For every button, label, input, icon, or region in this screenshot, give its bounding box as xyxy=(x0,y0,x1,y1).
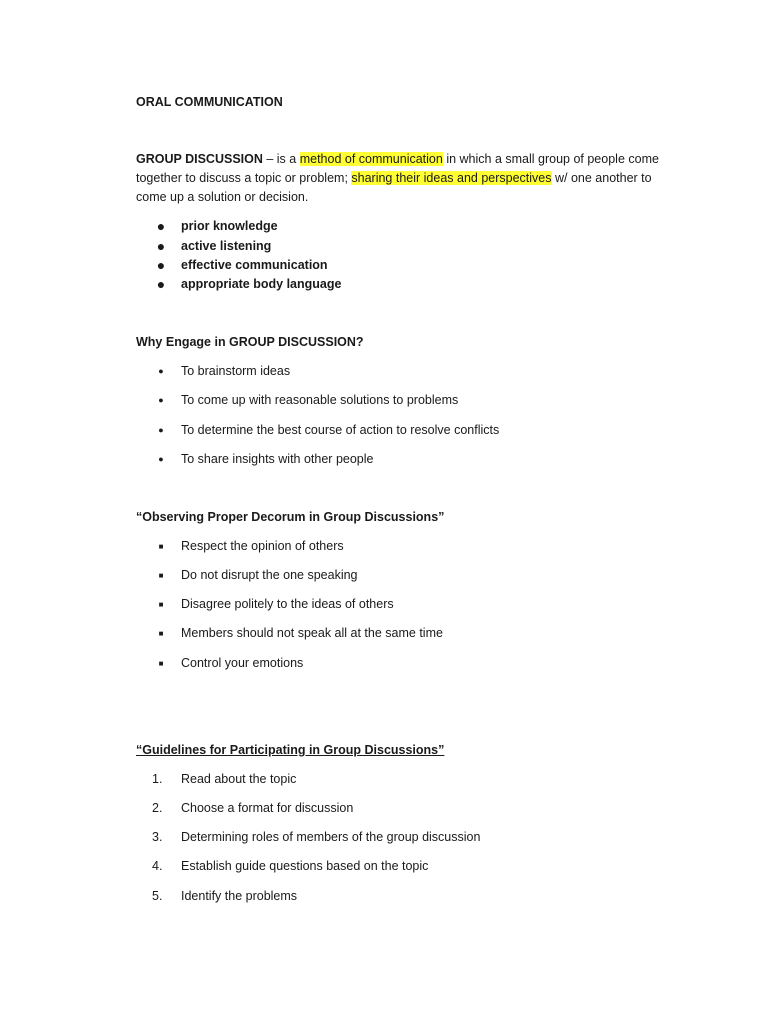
decorum-item: Control your emotions xyxy=(181,656,304,670)
bullet-dot-icon: ● xyxy=(158,366,164,376)
list-number: 5. xyxy=(152,889,163,903)
why-item: To share insights with other people xyxy=(181,452,374,466)
guideline-item: Establish guide questions based on the topic xyxy=(181,859,429,873)
definition-line-1 xyxy=(136,151,659,168)
why-heading: Why Engage in GROUP DISCUSSION? xyxy=(136,335,364,349)
decorum-item: Members should not speak all at the same time xyxy=(181,626,443,640)
highlight-sharing-ideas: sharing their ideas and perspectives xyxy=(351,171,552,185)
document-title: ORAL COMMUNICATION xyxy=(136,95,283,109)
definition-after-highlight: in which a small group of people come xyxy=(442,152,659,166)
bullet-square-icon: ■ xyxy=(158,659,164,668)
skill-item: prior knowledge xyxy=(181,219,278,233)
why-item: To determine the best course of action to resolve conflicts xyxy=(181,423,500,437)
definition-term: GROUP DISCUSSION xyxy=(136,152,263,166)
decorum-heading: “Observing Proper Decorum in Group Discussions” xyxy=(136,510,445,524)
list-number: 2. xyxy=(152,801,163,815)
skill-item: active listening xyxy=(181,239,272,253)
guideline-item: Choose a format for discussion xyxy=(181,801,354,815)
guidelines-heading: “Guidelines for Participating in Group Discussions” xyxy=(136,743,445,757)
definition-line-3: come up a solution or decision. xyxy=(136,190,309,204)
bullet-square-icon: ■ xyxy=(158,600,164,609)
bullet-dot-icon: ● xyxy=(158,395,164,405)
skill-item: appropriate body language xyxy=(181,277,342,291)
list-number: 4. xyxy=(152,859,163,873)
guideline-item: Read about the topic xyxy=(181,772,297,786)
list-number: 3. xyxy=(152,830,163,844)
definition-dash: – is a xyxy=(262,152,300,166)
decorum-item: Disagree politely to the ideas of others xyxy=(181,597,394,611)
bullet-disc-icon: ● xyxy=(156,257,166,273)
bullet-disc-icon: ● xyxy=(156,238,166,254)
bullet-square-icon: ■ xyxy=(158,542,164,551)
bullet-disc-icon: ● xyxy=(156,276,166,292)
guideline-item: Determining roles of members of the group discussion xyxy=(181,830,481,844)
bullet-dot-icon: ● xyxy=(158,425,164,435)
why-item: To brainstorm ideas xyxy=(181,364,291,378)
bullet-square-icon: ■ xyxy=(158,571,164,580)
bullet-dot-icon: ● xyxy=(158,454,164,464)
bullet-square-icon: ■ xyxy=(158,629,164,638)
definition-line2-before: together to discuss a topic or problem; xyxy=(136,171,352,185)
bullet-disc-icon: ● xyxy=(156,218,166,234)
decorum-item: Do not disrupt the one speaking xyxy=(181,568,358,582)
why-item: To come up with reasonable solutions to problems xyxy=(181,393,459,407)
definition-line-2 xyxy=(136,170,652,187)
list-number: 1. xyxy=(152,772,163,786)
highlight-method-of-communication: method of communication xyxy=(299,152,443,166)
decorum-item: Respect the opinion of others xyxy=(181,539,344,553)
skill-item: effective communication xyxy=(181,258,328,272)
definition-line2-after: w/ one another to xyxy=(551,171,652,185)
guideline-item: Identify the problems xyxy=(181,889,298,903)
